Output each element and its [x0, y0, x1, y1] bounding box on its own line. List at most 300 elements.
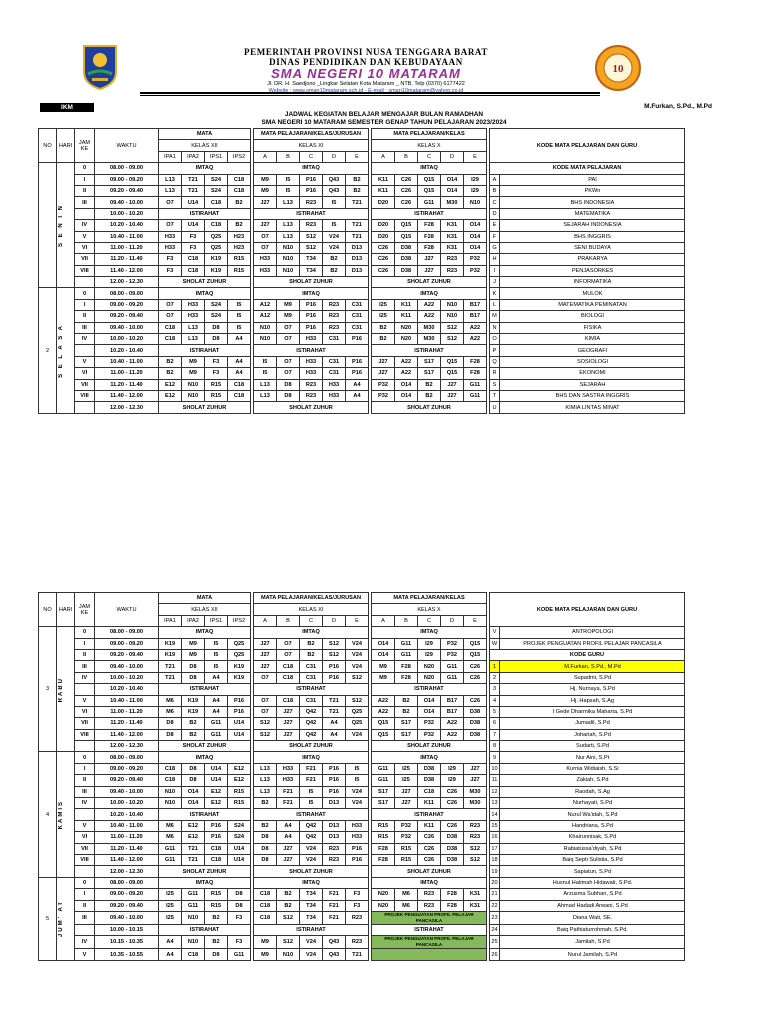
time-slot: 10.00 - 10.20	[95, 798, 159, 809]
activity-label: ISTIRAHAT	[159, 924, 251, 935]
header-class: C	[418, 615, 441, 626]
time-slot: 11.00 - 11.20	[95, 832, 159, 843]
subject-teacher-code: N10	[159, 798, 182, 809]
subject-teacher-code: R23	[346, 936, 369, 949]
subject-teacher-code: D8	[205, 322, 228, 333]
subject-teacher-code: T21	[346, 231, 369, 242]
subject-teacher-code: O14	[395, 379, 418, 390]
subject-teacher-code: D20	[372, 231, 395, 242]
kode-value: Nurul Jamilah, S.Pd	[500, 949, 685, 960]
schedule-row	[39, 672, 685, 683]
subject-teacher-code: C18	[159, 775, 182, 786]
time-slot: 09.00 - 09.20	[95, 174, 159, 185]
subject-teacher-code: T34	[300, 254, 323, 265]
schedule-row	[39, 949, 685, 960]
subject-teacher-code: M9	[254, 174, 277, 185]
subject-teacher-code: F3	[228, 911, 251, 924]
subject-teacher-code: V24	[346, 798, 369, 809]
subject-teacher-code: M9	[182, 368, 205, 379]
subject-teacher-code: C18	[254, 900, 277, 911]
subject-teacher-code: N10	[441, 311, 464, 322]
schedule-row	[39, 174, 685, 185]
subject-teacher-code: F28	[441, 900, 464, 911]
subject-teacher-code: U14	[228, 854, 251, 865]
subject-teacher-code: I29	[418, 649, 441, 660]
subject-teacher-code: O7	[159, 299, 182, 310]
subject-teacher-code: B2	[323, 254, 346, 265]
jam-ke: IV	[75, 936, 95, 949]
subject-teacher-code: D38	[395, 265, 418, 276]
kode-key: W	[490, 638, 500, 649]
subject-teacher-code: S17	[395, 718, 418, 729]
subject-teacher-code: R15	[228, 265, 251, 276]
subject-teacher-code: T21	[346, 197, 369, 208]
subject-teacher-code: S24	[205, 299, 228, 310]
activity-label: IMTAQ	[372, 288, 487, 299]
kode-value: Baiq Pathiaturrohmah, S.Pd.	[500, 924, 685, 935]
subject-teacher-code: E12	[205, 786, 228, 797]
time-slot: 10.20 - 10.40	[95, 345, 159, 356]
kode-section-header: KODE MATA PELAJARAN	[490, 163, 685, 174]
header-no: NO	[39, 593, 57, 627]
activity-label: SHOLAT ZUHUR	[159, 741, 251, 752]
subject-teacher-code: I5	[205, 649, 228, 660]
day-number: 4	[39, 752, 57, 877]
subject-teacher-code: D8	[182, 775, 205, 786]
subject-teacher-code: C18	[182, 949, 205, 960]
schedule-row	[39, 356, 685, 367]
subject-teacher-code: P16	[323, 786, 346, 797]
subject-teacher-code: M9	[182, 649, 205, 660]
kode-value: SEJARAH INDONESIA	[500, 220, 685, 231]
subject-teacher-code: P32	[372, 379, 395, 390]
schedule-row	[39, 242, 685, 253]
time-slot: 11.40 - 12.00	[95, 854, 159, 865]
subject-teacher-code: R15	[205, 390, 228, 401]
subject-teacher-code: U14	[205, 775, 228, 786]
kode-key: J	[490, 277, 500, 288]
subject-teacher-code: C18	[418, 786, 441, 797]
subject-teacher-code: F28	[372, 843, 395, 854]
schedule-row	[39, 311, 685, 322]
activity-label: ISTIRAHAT	[254, 809, 369, 820]
subject-teacher-code: G11	[441, 661, 464, 672]
kode-key: Q	[490, 356, 500, 367]
kode-value: Ahmad Hadadi Arwani, S.Pd	[500, 900, 685, 911]
header-class: E	[464, 615, 487, 626]
kode-value: Johariah, S.Pd	[500, 729, 685, 740]
subject-teacher-code: T21	[182, 174, 205, 185]
kode-key: H	[490, 254, 500, 265]
subject-teacher-code: B2	[346, 185, 369, 196]
header-mata-x: MATA PELAJARAN/KELAS	[372, 129, 487, 140]
kode-key: 19	[490, 866, 500, 877]
time-slot: 08.00 - 09.00	[95, 877, 159, 888]
subject-teacher-code: C31	[346, 322, 369, 333]
title-line-1: JADWAL KEGIATAN BELAJAR MENGAJAR BULAN RAMADHAN	[284, 111, 484, 118]
schedule-row	[39, 649, 685, 660]
subject-teacher-code: Q25	[205, 231, 228, 242]
province-emblem-icon	[80, 44, 120, 90]
subject-teacher-code: K19	[182, 695, 205, 706]
activity-label: ISTIRAHAT	[372, 809, 487, 820]
header-hari: HARI	[57, 593, 75, 627]
subject-teacher-code: Q15	[441, 368, 464, 379]
subject-teacher-code: R15	[205, 889, 228, 900]
kode-value: Hj. Nurnaya, S.Pd	[500, 684, 685, 695]
time-slot: 10.20 - 10.40	[95, 684, 159, 695]
subject-teacher-code: I5	[346, 775, 369, 786]
subject-teacher-code: B2	[159, 368, 182, 379]
schedule-row	[39, 390, 685, 401]
header-class: E	[464, 151, 487, 162]
header-class: IPA2	[182, 615, 205, 626]
kode-value: Supadmi, S.Pd	[500, 672, 685, 683]
subject-teacher-code: N10	[254, 334, 277, 345]
subject-teacher-code: C26	[464, 661, 487, 672]
subject-teacher-code: H33	[323, 390, 346, 401]
kode-key: C	[490, 197, 500, 208]
subject-teacher-code: C18	[277, 672, 300, 683]
time-slot: 09.20 - 09.40	[95, 649, 159, 660]
subject-teacher-code: K11	[372, 185, 395, 196]
kode-key: 23	[490, 911, 500, 924]
subject-teacher-code: D8	[254, 843, 277, 854]
day-name	[57, 877, 75, 960]
subject-teacher-code: L13	[277, 197, 300, 208]
subject-teacher-code: I5	[228, 299, 251, 310]
subject-teacher-code: F28	[464, 356, 487, 367]
subject-teacher-code: F28	[418, 231, 441, 242]
letterhead-line-2: DINAS PENDIDIKAN DAN KEBUDAYAAN	[269, 57, 463, 67]
subject-teacher-code: B2	[254, 798, 277, 809]
subject-teacher-code: R23	[300, 390, 323, 401]
kode-key: 10	[490, 763, 500, 774]
kode-key: 13	[490, 798, 500, 809]
time-slot: 09.40 - 10.00	[95, 786, 159, 797]
letterhead-rule	[140, 92, 600, 96]
subject-teacher-code: Q25	[228, 638, 251, 649]
subject-teacher-code: U14	[182, 197, 205, 208]
subject-teacher-code: O14	[464, 231, 487, 242]
subject-teacher-code: J27	[418, 265, 441, 276]
schedule-row	[39, 775, 685, 786]
jam-ke: III	[75, 661, 95, 672]
kode-value: Hj. Hapsah, S.Ag	[500, 695, 685, 706]
subject-teacher-code: F21	[277, 786, 300, 797]
header-mata-xii: MATA	[159, 129, 251, 140]
subject-teacher-code: L13	[254, 786, 277, 797]
document-title	[0, 111, 768, 127]
header-mata-xi: MATA PELAJARAN/KELAS/JURUSAN	[254, 129, 369, 140]
subject-teacher-code: S12	[300, 231, 323, 242]
subject-teacher-code: U14	[228, 718, 251, 729]
subject-teacher-code: R15	[228, 798, 251, 809]
jam-ke: I	[75, 299, 95, 310]
subject-teacher-code: K11	[395, 299, 418, 310]
subject-teacher-code: E12	[182, 820, 205, 831]
subject-teacher-code: V24	[300, 843, 323, 854]
subject-teacher-code: O7	[277, 356, 300, 367]
subject-teacher-code: M30	[441, 197, 464, 208]
schedule-row	[39, 220, 685, 231]
kode-key: P	[490, 345, 500, 356]
subject-teacher-code: H33	[346, 820, 369, 831]
subject-teacher-code: C18	[228, 390, 251, 401]
subject-teacher-code: M30	[464, 786, 487, 797]
subject-teacher-code: J27	[441, 390, 464, 401]
activity-label: IMTAQ	[254, 752, 369, 763]
subject-teacher-code: I5	[300, 786, 323, 797]
kode-value: GEOGRAFI	[500, 345, 685, 356]
subject-teacher-code: H33	[323, 379, 346, 390]
subject-teacher-code: T21	[182, 843, 205, 854]
subject-teacher-code: R23	[323, 299, 346, 310]
subject-teacher-code: P32	[441, 638, 464, 649]
kode-key: 12	[490, 786, 500, 797]
subject-teacher-code: J27	[372, 368, 395, 379]
jam-ke: 0	[75, 627, 95, 638]
subject-teacher-code: A22	[395, 368, 418, 379]
kode-value: Kurnia Widiaish, S.Si	[500, 763, 685, 774]
subject-teacher-code: U14	[228, 729, 251, 740]
subject-teacher-code: B2	[372, 334, 395, 345]
subject-teacher-code: C31	[323, 368, 346, 379]
schedule-row	[39, 900, 685, 911]
subject-teacher-code: O14	[418, 706, 441, 717]
kode-value: I Gede Dharmika Maharta, S.Pd	[500, 706, 685, 717]
subject-teacher-code: O14	[464, 220, 487, 231]
subject-teacher-code: I29	[441, 775, 464, 786]
subject-teacher-code: O7	[159, 197, 182, 208]
activity-label: SHOLAT ZUHUR	[372, 741, 487, 752]
schedule-row	[39, 843, 685, 854]
subject-teacher-code: P16	[323, 763, 346, 774]
subject-teacher-code: V24	[300, 854, 323, 865]
subject-teacher-code: J27	[254, 197, 277, 208]
schedule-row	[39, 231, 685, 242]
subject-teacher-code: E12	[228, 775, 251, 786]
subject-teacher-code: O7	[277, 322, 300, 333]
day-name-text: S E N I N	[58, 203, 64, 247]
subject-teacher-code: S12	[441, 334, 464, 345]
subject-teacher-code: D38	[441, 832, 464, 843]
subject-teacher-code: N10	[159, 786, 182, 797]
subject-teacher-code: F3	[205, 356, 228, 367]
schedule-row	[39, 741, 685, 752]
subject-teacher-code: T21	[323, 706, 346, 717]
activity-label: IMTAQ	[254, 163, 369, 174]
schedule-row	[39, 809, 685, 820]
kode-key: D	[490, 208, 500, 219]
subject-teacher-code: K19	[159, 638, 182, 649]
kode-key: S	[490, 379, 500, 390]
subject-teacher-code: C26	[395, 185, 418, 196]
subject-teacher-code: M6	[159, 706, 182, 717]
jam-ke: VI	[75, 368, 95, 379]
subject-teacher-code: C31	[346, 299, 369, 310]
subject-teacher-code: I5	[228, 311, 251, 322]
kode-value: PKWn	[500, 185, 685, 196]
subject-teacher-code: I5	[205, 638, 228, 649]
subject-teacher-code: D38	[441, 843, 464, 854]
subject-teacher-code: R15	[205, 900, 228, 911]
subject-teacher-code: L13	[254, 379, 277, 390]
time-slot: 11.20 - 11.40	[95, 379, 159, 390]
jam-ke: 0	[75, 877, 95, 888]
time-slot: 11.40 - 12.00	[95, 390, 159, 401]
svg-text:10: 10	[612, 63, 624, 75]
header-kelas-x: KELAS X	[372, 604, 487, 615]
time-slot: 09.00 - 09.20	[95, 299, 159, 310]
subject-teacher-code: Q25	[228, 649, 251, 660]
subject-teacher-code: Q15	[464, 638, 487, 649]
kode-value: EKONOMI	[500, 368, 685, 379]
day-number: 3	[39, 627, 57, 752]
subject-teacher-code: F21	[323, 889, 346, 900]
jam-ke	[75, 924, 95, 935]
subject-teacher-code: H33	[277, 775, 300, 786]
subject-teacher-code: S12	[464, 843, 487, 854]
subject-teacher-code: F28	[395, 661, 418, 672]
subject-teacher-code: N20	[372, 889, 395, 900]
header-class: A	[254, 615, 277, 626]
subject-teacher-code: S12	[254, 718, 277, 729]
subject-teacher-code: Q15	[464, 649, 487, 660]
subject-teacher-code: C26	[464, 672, 487, 683]
jam-ke: II	[75, 900, 95, 911]
subject-teacher-code: I5	[346, 763, 369, 774]
subject-teacher-code: N10	[464, 197, 487, 208]
subject-teacher-code: S12	[254, 729, 277, 740]
subject-teacher-code: P16	[300, 185, 323, 196]
schedule-row	[39, 866, 685, 877]
subject-teacher-code: A4	[346, 390, 369, 401]
jam-ke: V	[75, 820, 95, 831]
subject-teacher-code: G11	[182, 889, 205, 900]
subject-teacher-code: A4	[228, 356, 251, 367]
kode-section-header: KODE GURU	[490, 649, 685, 660]
header-class: D	[323, 615, 346, 626]
subject-teacher-code: C26	[464, 695, 487, 706]
kode-value: ANTROPOLOGI	[500, 627, 685, 638]
subject-teacher-code: M9	[372, 672, 395, 683]
schedule-row	[39, 322, 685, 333]
subject-teacher-code: B2	[300, 649, 323, 660]
schedule-table-page-2	[38, 592, 685, 961]
subject-teacher-code: D13	[323, 832, 346, 843]
header-class: A	[254, 151, 277, 162]
subject-teacher-code: H33	[300, 356, 323, 367]
subject-teacher-code: S24	[228, 832, 251, 843]
subject-teacher-code: J27	[254, 661, 277, 672]
activity-label: IMTAQ	[159, 163, 251, 174]
subject-teacher-code: L13	[254, 763, 277, 774]
schedule-row	[39, 718, 685, 729]
subject-teacher-code: S12	[441, 322, 464, 333]
subject-teacher-code: D20	[372, 197, 395, 208]
time-slot: 09.00 - 09.20	[95, 638, 159, 649]
subject-teacher-code: D8	[254, 854, 277, 865]
subject-teacher-code: S12	[346, 672, 369, 683]
subject-teacher-code: G11	[395, 649, 418, 660]
jam-ke: 0	[75, 288, 95, 299]
header-jam-ke: JAM KE	[75, 129, 95, 163]
activity-label: SHOLAT ZUHUR	[254, 402, 369, 413]
schedule-row	[39, 763, 685, 774]
activity-label: ISTIRAHAT	[254, 924, 369, 935]
subject-teacher-code: C26	[441, 820, 464, 831]
kode-key: G	[490, 242, 500, 253]
subject-teacher-code: F28	[372, 854, 395, 865]
subject-teacher-code: F28	[418, 242, 441, 253]
subject-teacher-code: J27	[277, 718, 300, 729]
time-slot: 09.20 - 09.40	[95, 185, 159, 196]
time-slot: 08.00 - 09.00	[95, 163, 159, 174]
subject-teacher-code: C18	[205, 854, 228, 865]
subject-teacher-code: B2	[277, 889, 300, 900]
jam-ke: IV	[75, 220, 95, 231]
jam-ke: III	[75, 786, 95, 797]
subject-teacher-code: D8	[277, 390, 300, 401]
subject-teacher-code: C26	[372, 242, 395, 253]
school-name: SMA NEGERI 10 MATARAM	[271, 66, 461, 81]
subject-teacher-code: C18	[254, 889, 277, 900]
subject-teacher-code: I25	[395, 775, 418, 786]
subject-teacher-code: I25	[395, 763, 418, 774]
schedule-row	[39, 752, 685, 763]
subject-teacher-code: Q42	[300, 718, 323, 729]
jam-ke	[75, 277, 95, 288]
subject-teacher-code: C18	[182, 265, 205, 276]
school-address: Jl. DR. H. Saedjono _Lingkar Selatan Kota Mataram _ NTB. Telp (0370) 6177422	[267, 81, 465, 87]
subject-teacher-code: H33	[277, 763, 300, 774]
subject-teacher-code: O14	[182, 798, 205, 809]
subject-teacher-code: B2	[182, 729, 205, 740]
subject-teacher-code: G11	[159, 854, 182, 865]
ikm-badge: IKM	[40, 103, 94, 112]
jam-ke: 0	[75, 752, 95, 763]
subject-teacher-code: H33	[159, 231, 182, 242]
subject-teacher-code: J27	[277, 843, 300, 854]
kode-value: PAI	[500, 174, 685, 185]
subject-teacher-code: P16	[228, 706, 251, 717]
subject-teacher-code: K19	[205, 254, 228, 265]
kode-key: O	[490, 334, 500, 345]
activity-label: SHOLAT ZUHUR	[254, 277, 369, 288]
subject-teacher-code: J27	[395, 786, 418, 797]
subject-teacher-code: S12	[300, 242, 323, 253]
header-kelas-x: KELAS X	[372, 140, 487, 151]
subject-teacher-code: F3	[159, 254, 182, 265]
header-class: D	[441, 615, 464, 626]
time-slot: 09.40 - 10.00	[95, 197, 159, 208]
subject-teacher-code: C18	[205, 220, 228, 231]
kode-value: Arzusma Subhan, S.Pd	[500, 889, 685, 900]
subject-teacher-code: D38	[464, 718, 487, 729]
subject-teacher-code: P32	[441, 649, 464, 660]
subject-teacher-code: F3	[346, 900, 369, 911]
subject-teacher-code: C18	[277, 695, 300, 706]
subject-teacher-code: H23	[228, 231, 251, 242]
subject-teacher-code: T34	[300, 911, 323, 924]
subject-teacher-code: C31	[300, 661, 323, 672]
subject-teacher-code: I25	[372, 311, 395, 322]
subject-teacher-code: J27	[464, 763, 487, 774]
jam-ke: I	[75, 763, 95, 774]
time-slot: 10.40 - 11.00	[95, 695, 159, 706]
subject-teacher-code: P16	[300, 174, 323, 185]
